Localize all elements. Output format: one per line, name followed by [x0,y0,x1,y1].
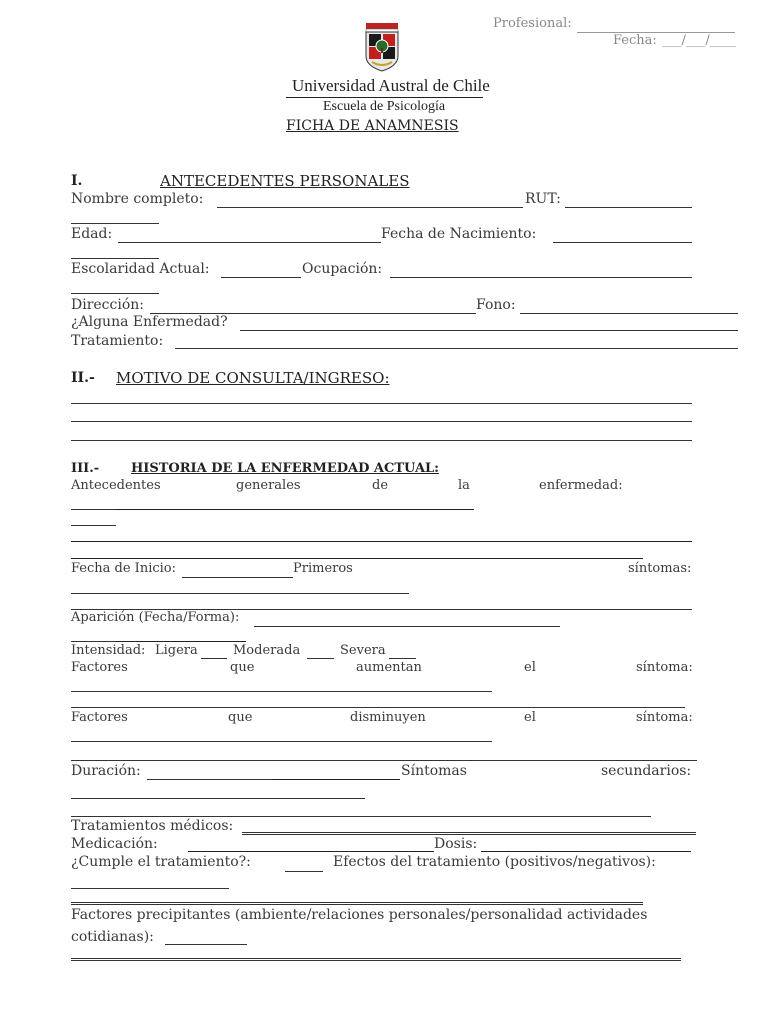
aumentan-word-2: que [230,660,255,675]
dosis-label: Dosis: [434,836,478,852]
motivo-line-1[interactable] [71,403,692,404]
section3-number: III.- [71,461,100,476]
aumentan-word-5: síntoma: [636,660,693,675]
fono-field[interactable] [520,313,738,314]
university-name: Universidad Austral de Chile [292,76,490,95]
disminuyen-word-1: Factores [71,710,128,725]
edad-label: Edad: [71,226,113,242]
moderada-label: Moderada [233,643,301,658]
section3-title: HISTORIA DE LA ENFERMEDAD ACTUAL: [131,461,439,476]
aparicion-field[interactable] [254,626,560,627]
sintomas-label: síntomas: [628,561,692,576]
section1-number: I. [71,173,83,189]
sintomas-secundarios-line[interactable] [71,816,651,817]
fecha-inicio-field[interactable] [182,577,293,578]
section2-title: MOTIVO DE CONSULTA/INGRESO: [116,369,390,387]
duracion-field-a[interactable] [147,779,273,780]
motivo-line-3[interactable] [71,440,692,441]
aparicion-label: Aparición (Fecha/Forma): [71,610,240,625]
medicacion-label: Medicación: [71,836,158,852]
efectos-field[interactable] [71,888,229,889]
motivo-line-2[interactable] [71,421,692,422]
fecha-nacimiento-field[interactable] [553,242,692,243]
antecedentes-word-5: enfermedad: [539,478,623,493]
sintomas-secundarios-word-2: secundarios: [601,763,692,779]
ligera-label: Ligera [155,643,198,658]
efectos-line[interactable] [71,902,643,905]
duracion-field-b[interactable] [273,779,400,780]
escolaridad-label: Escolaridad Actual: [71,261,210,277]
enfermedad-label: ¿Alguna Enfermedad? [71,314,228,330]
cumple-label: ¿Cumple el tratamiento?: [71,854,251,870]
nombre-field-cont[interactable] [71,223,159,224]
rut-label: RUT: [525,191,561,207]
factores-precipitantes-label-1: Factores precipitantes (ambiente/relaciones personales/personalidad actividades [71,907,648,923]
aumentan-word-3: aumentan [356,660,422,675]
tratamiento-label: Tratamiento: [71,333,164,349]
sintomas-secundarios-field[interactable] [71,798,365,799]
aumentan-word-1: Factores [71,660,128,675]
edad-field[interactable] [118,242,381,243]
enfermedad-field[interactable] [240,330,738,331]
fecha-field[interactable]: ___/___/____ [662,33,736,48]
university-rule [286,97,483,98]
antecedentes-line-2[interactable] [71,558,643,559]
school-name: Escuela de Psicología [323,99,446,114]
ligera-field[interactable] [201,658,227,659]
antecedentes-field-b[interactable] [116,509,474,510]
disminuyen-word-2: que [228,710,253,725]
nombre-label: Nombre completo: [71,191,204,207]
disminuyen-word-5: síntoma: [636,710,693,725]
disminuyen-line[interactable] [71,760,697,761]
fecha-inicio-label: Fecha de Inicio: [71,561,176,576]
antecedentes-line-1[interactable] [71,541,692,542]
escolaridad-field[interactable] [221,277,301,278]
antecedentes-field-a[interactable] [71,509,116,510]
aumentan-field[interactable] [71,691,492,692]
cumple-field[interactable] [285,871,323,872]
moderada-field[interactable] [307,658,334,659]
section1-title: ANTECEDENTES PERSONALES [160,172,410,190]
antecedentes-field-c[interactable] [71,525,116,526]
profesional-label: Profesional: [493,16,572,31]
section2-number: II.- [71,370,95,386]
dosis-field[interactable] [481,851,691,852]
factores-precipitantes-field[interactable] [165,944,247,945]
form-title: FICHA DE ANAMNESIS [286,118,459,134]
severa-label: Severa [340,643,386,658]
intensidad-label: Intensidad: [71,643,146,658]
aparicion-field-a[interactable] [71,641,116,642]
edad-field-cont[interactable] [71,258,159,259]
duracion-label: Duración: [71,763,141,779]
disminuyen-word-3: disminuyen [350,710,426,725]
antecedentes-word-2: generales [236,478,301,493]
disminuyen-word-4: el [524,710,536,725]
antecedentes-word-3: de [372,478,389,493]
tratamientos-medicos-label: Tratamientos médicos: [71,818,234,834]
antecedentes-word-4: la [458,478,470,493]
disminuyen-field[interactable] [71,741,492,742]
primeros-sintomas-field[interactable] [71,593,409,594]
aumentan-line[interactable] [71,707,685,708]
nombre-field[interactable] [217,207,523,208]
severa-field[interactable] [389,658,416,659]
aparicion-field-b[interactable] [116,641,246,642]
sintomas-secundarios-word-1: Síntomas [401,763,467,779]
escolaridad-field-cont[interactable] [71,293,159,294]
factores-precipitantes-line[interactable] [71,958,681,961]
medicacion-field[interactable] [188,851,434,852]
rut-field[interactable] [565,207,692,208]
fecha-label: Fecha: [613,33,657,48]
direccion-label: Dirección: [71,297,145,313]
primeros-label: Primeros [293,561,353,576]
tratamientos-medicos-field[interactable] [242,832,696,835]
fecha-nacimiento-label: Fecha de Nacimiento: [381,226,537,242]
efectos-label: Efectos del tratamiento (positivos/negativos): [333,854,656,870]
tratamiento-field[interactable] [175,348,738,349]
university-crest-icon [362,22,402,72]
factores-precipitantes-label-2: cotidianas): [71,929,154,945]
antecedentes-word-1: Antecedentes [71,478,161,493]
aumentan-word-4: el [524,660,536,675]
fono-label: Fono: [476,297,516,313]
ocupacion-field[interactable] [390,277,692,278]
ocupacion-label: Ocupación: [302,261,383,277]
